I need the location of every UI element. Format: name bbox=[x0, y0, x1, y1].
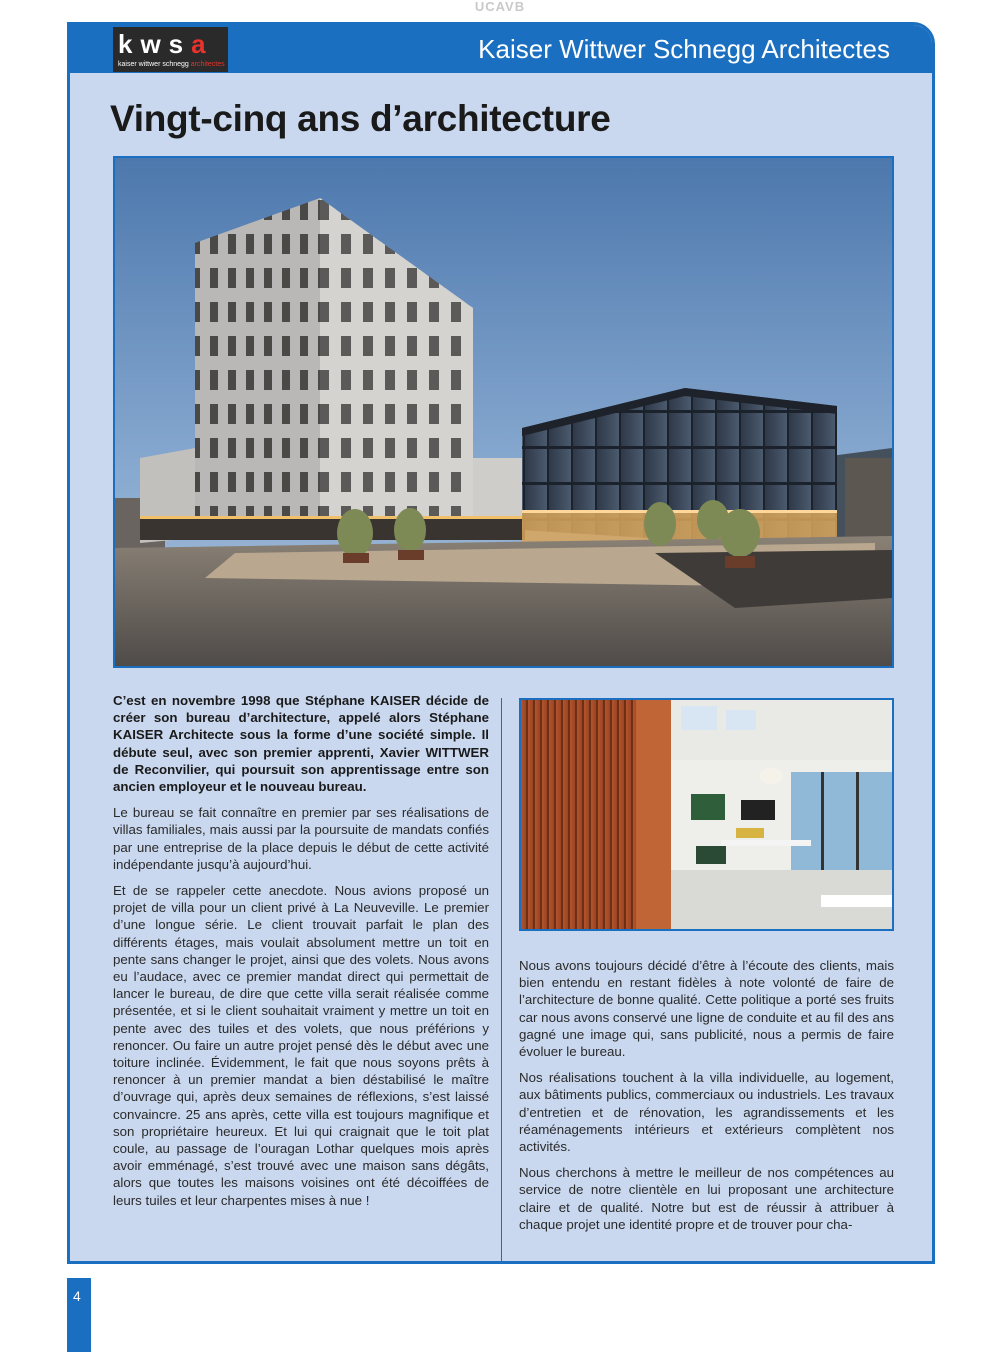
logo-tagline bbox=[118, 60, 225, 69]
column-divider bbox=[501, 698, 502, 1261]
villa-interior-illustration bbox=[521, 700, 892, 929]
article-column-right bbox=[519, 957, 894, 1242]
header-bar bbox=[70, 25, 932, 73]
villa-interior-photo bbox=[519, 698, 894, 931]
kwsa-logo bbox=[113, 27, 228, 72]
logo-letters-accent: a bbox=[191, 29, 214, 59]
body-paragraph: Et de se rappeler cette anecdote. Nous avions proposé un projet de villa pour un client privé à La Neuveville. Le premier d’une longue série. Le client trouvait parfait le plan des différents étages, mais voulait absolument mettre un toit en pente sans changer le projet, ainsi que des volets. Nous avons eu l’audace, avec ce premier mandat direct qui permettait de lancer le bureau, de dire que cette villa serait réalisée comme présentée, et si le client souhaitait vraiment y mettre un toit en pente avec des tuiles et des volets, que nous préférions y renoncer. Ou faire un autre projet pensé dès le début avec une toiture inclinée. Évidemment, le fait que nous soyons prêts à renoncer à un premier mandat a bien déstabilisé le maître d’ouvrage qui, après deux semaines de réflexions, s’est laissé convaincre. 25 ans après, cette villa est toujours magnifique et son propriétaire heureux. Et lui qui craignait que le toit plat coule, au passage de l’ouragan Lothar quelques mois après avoir emménagé, s’est trouvé avec une maison sans dégâts, alors que toutes les maisons voisines ont été décoiffées de leurs tuiles et leur charpentes mises à nue ! bbox=[113, 883, 489, 1208]
article-frame bbox=[67, 22, 935, 1264]
building-exterior-photo bbox=[113, 156, 894, 668]
intro-paragraph: C’est en novembre 1998 que Stéphane KAISER décide de créer son bureau d’architecture, appelé alors Stéphane KAISER Architecte sous la forme d’une société simple. Il débute seul, avec son premier apprenti, Xavier WITTWER de Reconvilier, qui poursuit son apprentissage entre son ancien employeur et le nouveau bureau. bbox=[113, 693, 489, 795]
building-exterior-illustration bbox=[115, 158, 892, 666]
logo-letters-main: kws bbox=[118, 29, 192, 59]
body-paragraph: Nous cherchons à mettre le meilleur de nos compétences au service de notre clientèle en lui proposant une architecture claire et de qualité. Notre but est de réussir à attribuer à chaque projet une identité propre et de trouver pour cha- bbox=[519, 1165, 894, 1232]
logo-tagline-accent: architectes bbox=[190, 61, 225, 68]
logo-letters bbox=[118, 29, 214, 59]
company-title: Kaiser Wittwer Schnegg Architectes bbox=[478, 34, 890, 64]
article-headline: Vingt-cinq ans d’architecture bbox=[110, 98, 611, 139]
publication-tag: UCAVB bbox=[474, 0, 526, 14]
article-column-left bbox=[113, 692, 489, 1218]
page-number-tab bbox=[67, 1278, 91, 1352]
body-paragraph: Nos réalisations touchent à la villa individuelle, au logement, aux bâtiments publics, commerciaux ou industriels. Les travaux d’entretien et de rénovation, les agrandissements et les réaménagements intérieurs et extérieurs complètent nos activités. bbox=[519, 1070, 894, 1155]
body-paragraph: Nous avons toujours décidé d’être à l’écoute des clients, mais bien entendu en restant fidèles à note volonté de faire de l’architecture de bonne qualité. Cette politique a porté ses fruits car nous avons conservé une ligne de conduite et au fil des ans gagné une image qui, sans publicité, nous a permis de faire évoluer le bureau. bbox=[519, 958, 894, 1060]
logo-tagline-main: kaiser wittwer schnegg bbox=[118, 61, 189, 68]
page-number: 4 bbox=[73, 1288, 81, 1304]
body-paragraph: Le bureau se fait connaître en premier par ses réalisations de villas familiales, mais aussi par la poursuite de mandats confiés par une entreprise de la place depuis le début de cette activité indépendante jusqu’à aujourd’hui. bbox=[113, 805, 489, 872]
